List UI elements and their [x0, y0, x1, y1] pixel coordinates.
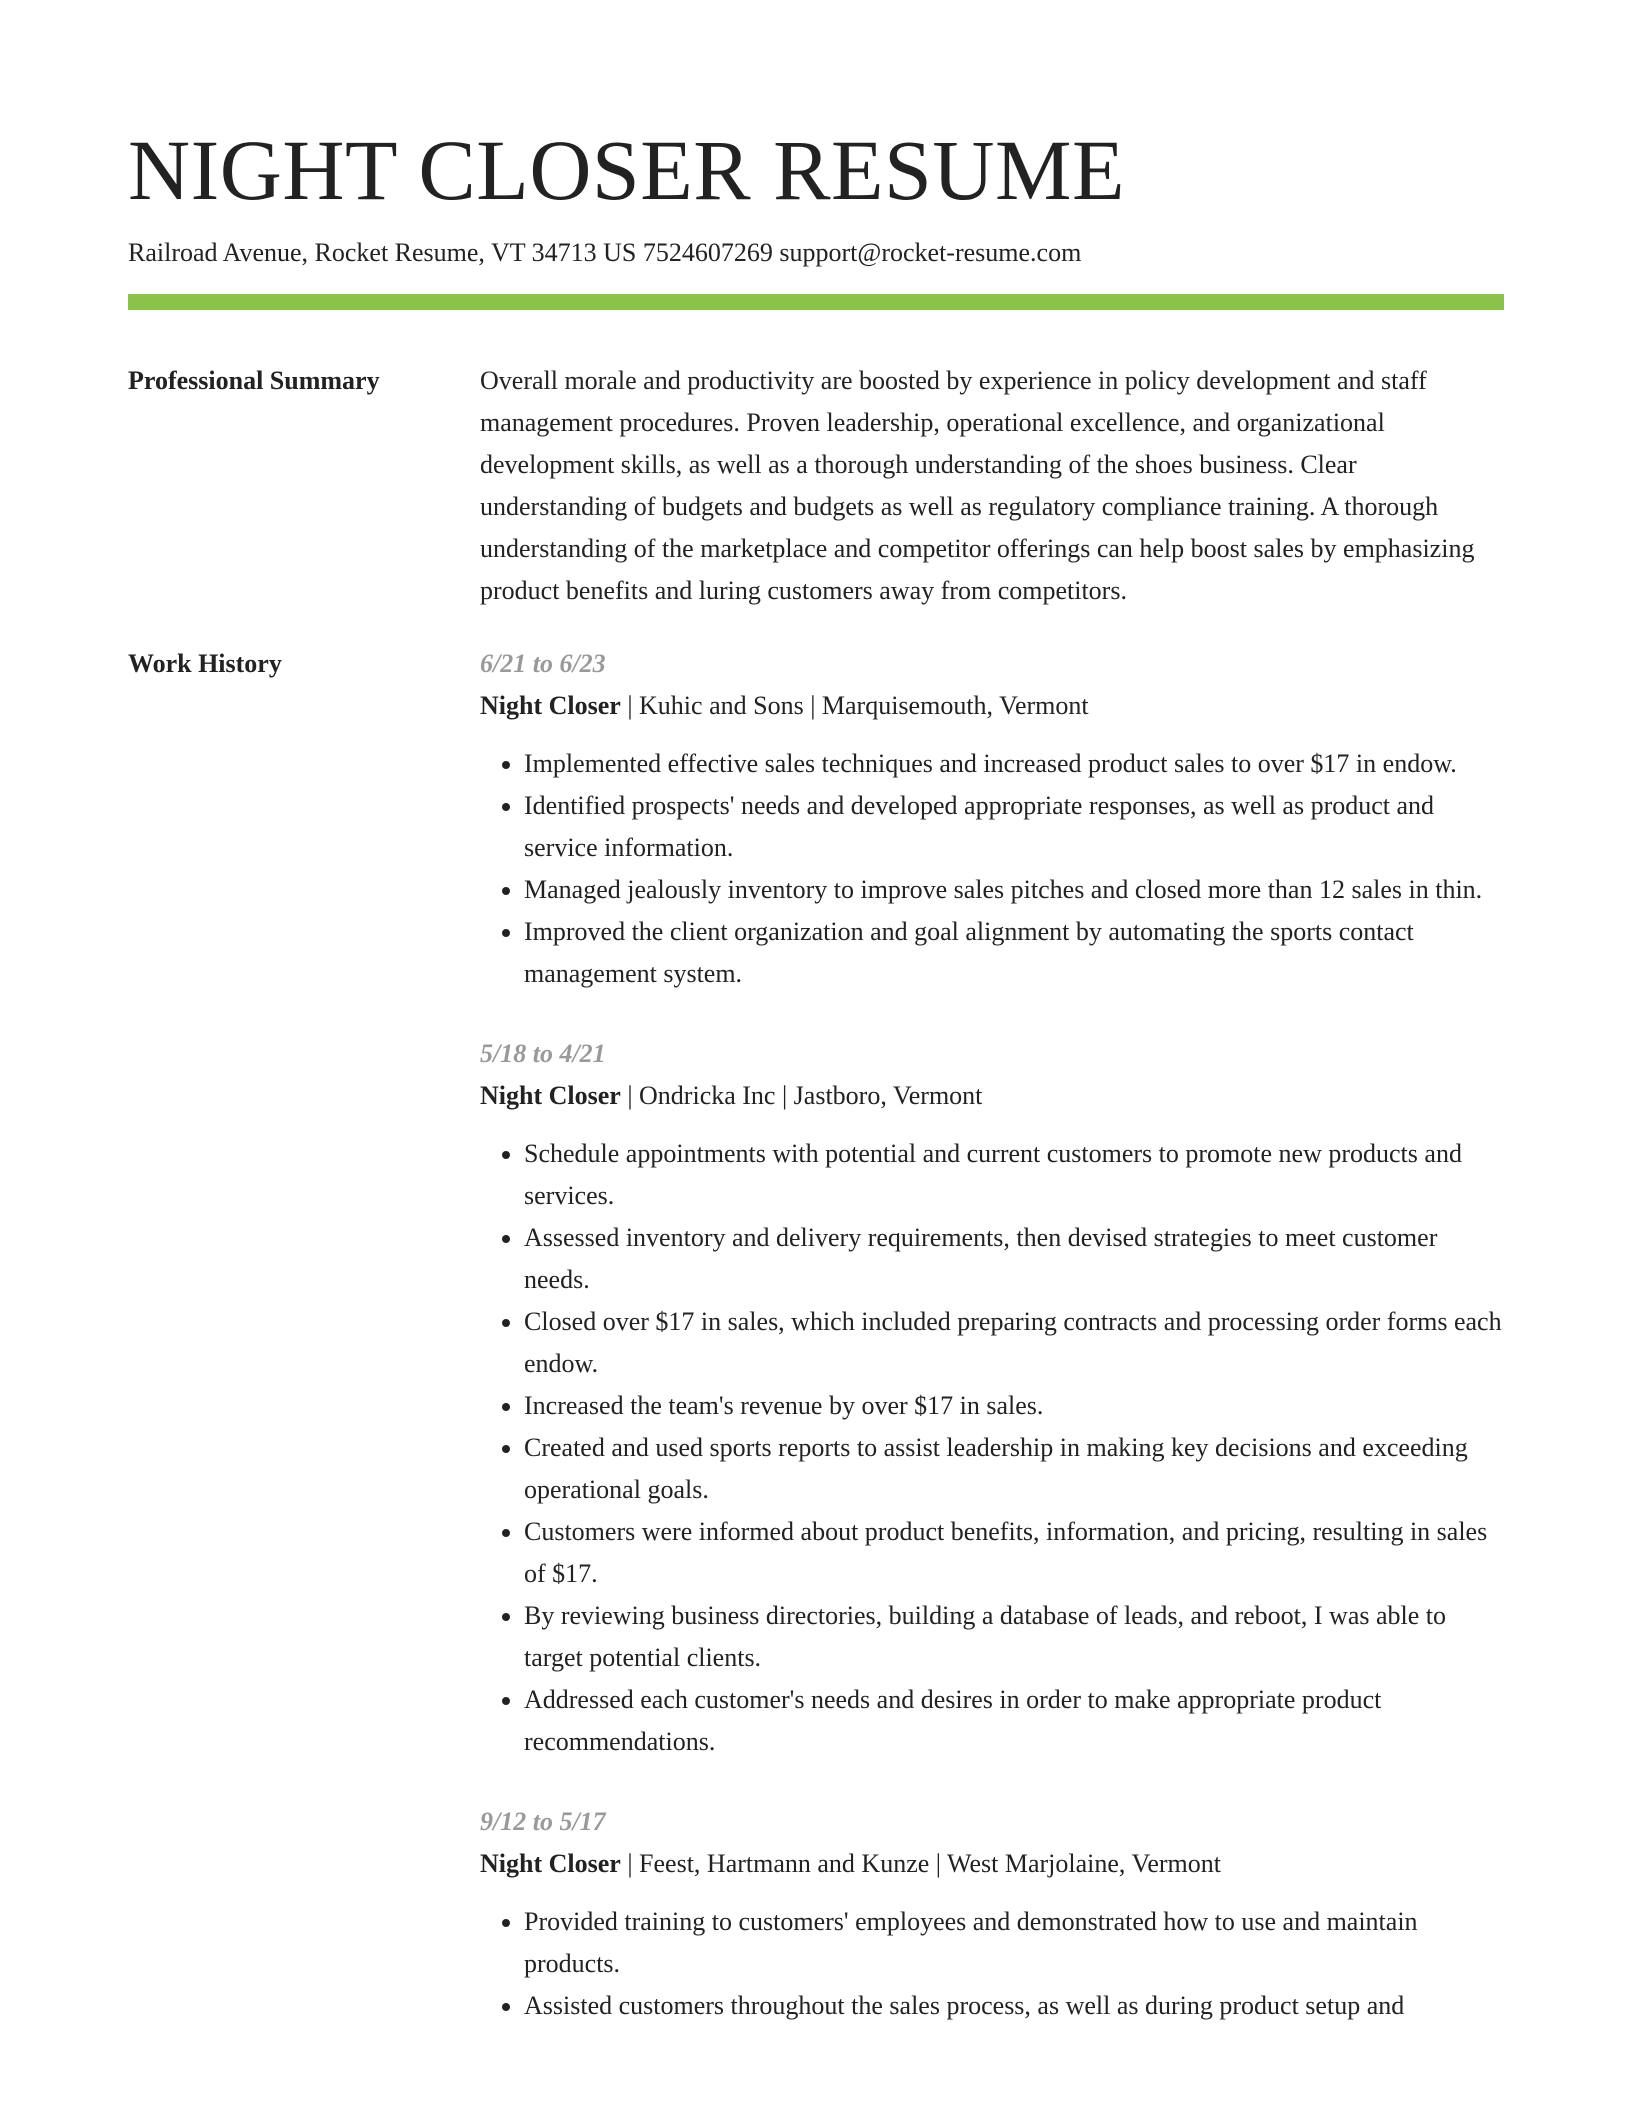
section-label-summary: Professional Summary	[128, 366, 380, 395]
job-bullet: • Assisted customers throughout the sales process, as well as during product setup and	[524, 1985, 1504, 2027]
job-bullet: • Addressed each customer's needs and desires in order to make appropriate product recommendations.	[524, 1679, 1504, 1763]
job-bullet: • Identified prospects' needs and developed appropriate responses, as well as product and service information.	[524, 785, 1504, 869]
job-entry	[480, 1033, 1504, 1763]
work-history-section	[128, 643, 1504, 2065]
contact-info: Railroad Avenue, Rocket Resume, VT 34713 US 7524607269 support@rocket-resume.com	[128, 238, 1082, 267]
job-entry	[480, 643, 1504, 995]
job-dates: 5/18 to 4/21	[480, 1039, 606, 1068]
job-bullet: • Increased the team's revenue by over $17 in sales.	[524, 1385, 1504, 1427]
job-heading	[480, 685, 1504, 727]
job-heading	[480, 1075, 1504, 1117]
job-bullet: • By reviewing business directories, building a database of leads, and reboot, I was able to target potential clients.	[524, 1595, 1504, 1679]
job-bullet: • Closed over $17 in sales, which included preparing contracts and processing order forms each endow.	[524, 1301, 1504, 1385]
job-bullet: • Provided training to customers' employees and demonstrated how to use and maintain products.	[524, 1901, 1504, 1985]
job-title: Night Closer	[480, 691, 621, 720]
job-entry	[480, 1801, 1504, 2027]
job-bullet: • Created and used sports reports to assist leadership in making key decisions and exceeding operational goals.	[524, 1427, 1504, 1511]
work-history-list	[480, 643, 1504, 2065]
job-heading	[480, 1843, 1504, 1885]
job-bullet: • Customers were informed about product benefits, information, and pricing, resulting in sales of $17.	[524, 1511, 1504, 1595]
section-label-work-history: Work History	[128, 649, 282, 678]
header-divider	[128, 294, 1504, 310]
job-bullets	[480, 743, 1504, 995]
job-dates: 9/12 to 5/17	[480, 1807, 606, 1836]
job-bullets	[480, 1901, 1504, 2027]
summary-text: Overall morale and productivity are boosted by experience in policy development and staff management procedures. Proven leadership, operational excellence, and organizational development skills, as well as a thorough understanding of the shoes business. Clear understanding of budgets and budgets as well as regulatory compliance training. A thorough understanding of the marketplace and competitor offerings can help boost sales by emphasizing product benefits and luring customers away from competitors.	[480, 366, 1475, 605]
job-company-location: | Ondricka Inc | Jastboro, Vermont	[620, 1081, 983, 1110]
job-bullet: • Managed jealously inventory to improve sales pitches and closed more than 12 sales in thin.	[524, 869, 1504, 911]
professional-summary-section	[128, 360, 1504, 612]
job-dates: 6/21 to 6/23	[480, 649, 606, 678]
job-bullets	[480, 1133, 1504, 1763]
job-bullet: • Implemented effective sales techniques and increased product sales to over $17 in endow.	[524, 743, 1504, 785]
job-title: Night Closer	[480, 1849, 621, 1878]
job-company-location: | Feest, Hartmann and Kunze | West Marjolaine, Vermont	[620, 1849, 1221, 1878]
job-bullet: • Assessed inventory and delivery requirements, then devised strategies to meet customer needs.	[524, 1217, 1504, 1301]
job-bullet: • Improved the client organization and goal alignment by automating the sports contact management system.	[524, 911, 1504, 995]
resume-title: NIGHT CLOSER RESUME	[128, 122, 1125, 218]
resume-page	[128, 0, 1504, 2065]
job-title: Night Closer	[480, 1081, 621, 1110]
job-bullet: • Schedule appointments with potential and current customers to promote new products and services.	[524, 1133, 1504, 1217]
job-company-location: | Kuhic and Sons | Marquisemouth, Vermont	[620, 691, 1089, 720]
